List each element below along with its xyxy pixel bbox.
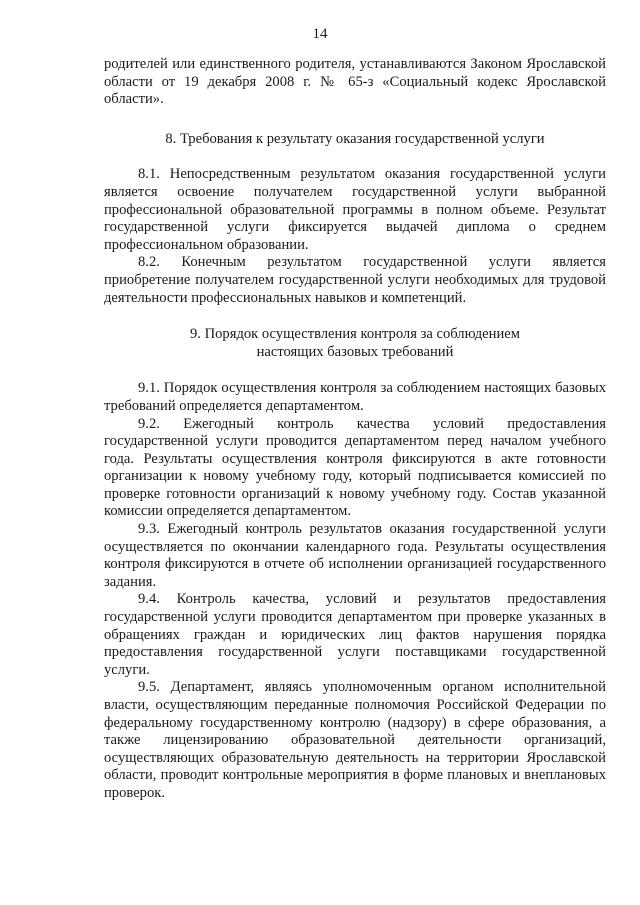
paragraph-8-1: 8.1. Непосредственным результатом оказания государственной услуги является освоение получателем государственной услуги выбранной профессиональной образовательной программы в полном объеме. Результат государственной услуги фиксируется выдачей диплома о среднем профессиональном образовании.: [104, 166, 606, 253]
paragraph-9-2: 9.2. Ежегодный контроль качества условий предоставления государственной услуги проводится департаментом перед началом учебного года. Результаты осуществления контроля фиксируются в акте готовности организации к новому учебному году, который подписывается комиссией по проверке готовности организаций к новому учебному году. Состав указанной комиссии определяется департаментом.: [104, 415, 606, 520]
intro-paragraph: родителей или единственного родителя, устанавливаются Законом Ярославской области от 19 декабря 2008 г. № 65-з «Социальный кодекс Ярославской области».: [104, 56, 606, 108]
section-9-heading-line-1: 9. Порядок осуществления контроля за соблюдением: [190, 326, 520, 343]
section-8-body: [104, 166, 606, 307]
document-body: [104, 56, 606, 803]
paragraph-8-2: 8.2. Конечным результатом государственной услуги является приобретение получателем государственной услуги необходимых для трудовой деятельности профессиональных навыков и компетенций.: [104, 254, 606, 306]
section-9-heading-line-2: настоящих базовых требований: [256, 343, 454, 360]
paragraph-9-4: 9.4. Контроль качества, условий и результатов предоставления государственной услуги проводится департаментом при проверке указанных в обращениях граждан и юридических лиц фактов нарушения порядка предоставления государственной услуги поставщиками государственной услуги.: [104, 591, 606, 678]
paragraph-9-5: 9.5. Департамент, являясь уполномоченным органом исполнительной власти, осуществляющим переданные полномочия Российской Федерации по федеральному государственному контролю (надзору) в сфере образования, а также лицензированию образовательной деятельности организаций, осуществляющих образовательную деятельность на территории Ярославской области, проводит контрольные мероприятия в форме плановых и внеплановых проверок.: [104, 679, 606, 801]
paragraph-9-3: 9.3. Ежегодный контроль результатов оказания государственной услуги осуществляется по окончании календарного года. Результаты осуществления контроля фиксируются в отчете об исполнении организацией государственного задания.: [104, 521, 606, 590]
page-number: 14: [312, 26, 328, 42]
section-9-heading: [104, 326, 606, 361]
paragraph-9-1: 9.1. Порядок осуществления контроля за соблюдением настоящих базовых требований определяется департаментом.: [104, 380, 606, 414]
section-8-heading: 8. Требования к результату оказания государственной услуги: [165, 130, 545, 147]
section-9-body: [104, 380, 606, 802]
